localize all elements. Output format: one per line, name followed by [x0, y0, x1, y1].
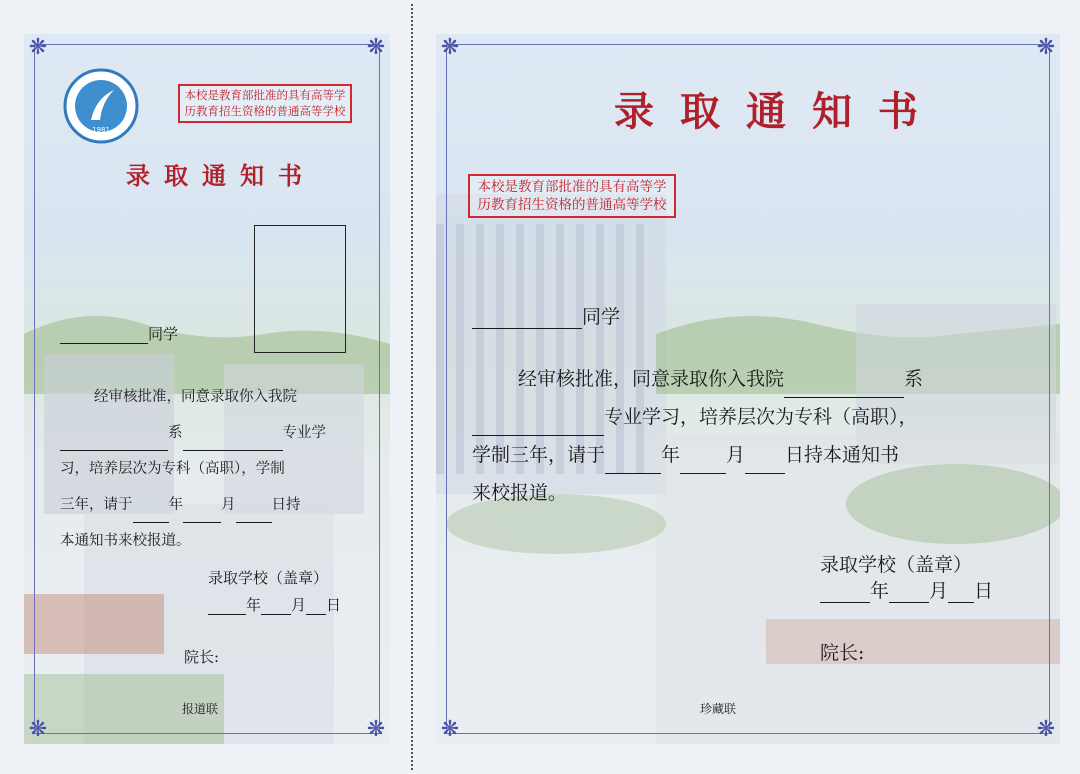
perforation-line [411, 4, 413, 770]
page-title: 录取通知书 [614, 88, 944, 135]
ornament-icon: ❋ [28, 35, 48, 60]
student-name-blank [60, 343, 148, 344]
school-seal-label: 录取学校（盖章） [208, 569, 329, 587]
left-panel [24, 34, 390, 744]
school-logo [56, 68, 146, 144]
ornament-icon: ❋ [1036, 35, 1056, 60]
student-name-line: 同学 [472, 302, 620, 329]
footer-label: 报道联 [182, 702, 219, 716]
logo-year: 1981 [92, 126, 110, 134]
seal-date-line: 年 月 日 [208, 594, 341, 615]
right-panel [436, 34, 1060, 744]
ornament-icon: ❋ [366, 717, 386, 742]
president-label: 院长: [820, 642, 865, 664]
ornament-icon: ❋ [366, 35, 386, 60]
student-name-blank [472, 328, 582, 329]
admission-body: 经审核批准，同意录取你入我院 系 专业学 习，培养层次为专科（高职），学制 三年，请于 年 月 日持 本通知书来校报道。 [60, 389, 326, 549]
accreditation-stamp: 本校是教育部批准的具有高等学 历教育招生资格的普通高等学校 [178, 84, 352, 123]
ornament-icon: ❋ [440, 35, 460, 60]
school-seal-label: 录取学校（盖章） [820, 554, 973, 576]
president-label: 院长: [184, 648, 220, 666]
photo-box [254, 225, 346, 353]
ornament-icon: ❋ [28, 717, 48, 742]
ornament-icon: ❋ [1036, 717, 1056, 742]
seal-date-line: 年 月 日 [820, 576, 993, 603]
admission-body: 经审核批准，同意录取你入我院 系 专业学习，培养层次为专科（高职）， 学制三年，请于 年 月 日持本通知书 来校报道。 [472, 368, 924, 504]
page-title: 录取通知书 [126, 161, 316, 190]
accreditation-stamp: 本校是教育部批准的具有高等学 历教育招生资格的普通高等学校 [468, 174, 676, 218]
ornament-icon: ❋ [440, 717, 460, 742]
footer-label: 珍藏联 [700, 702, 737, 716]
student-name-line: 同学 [60, 323, 178, 344]
